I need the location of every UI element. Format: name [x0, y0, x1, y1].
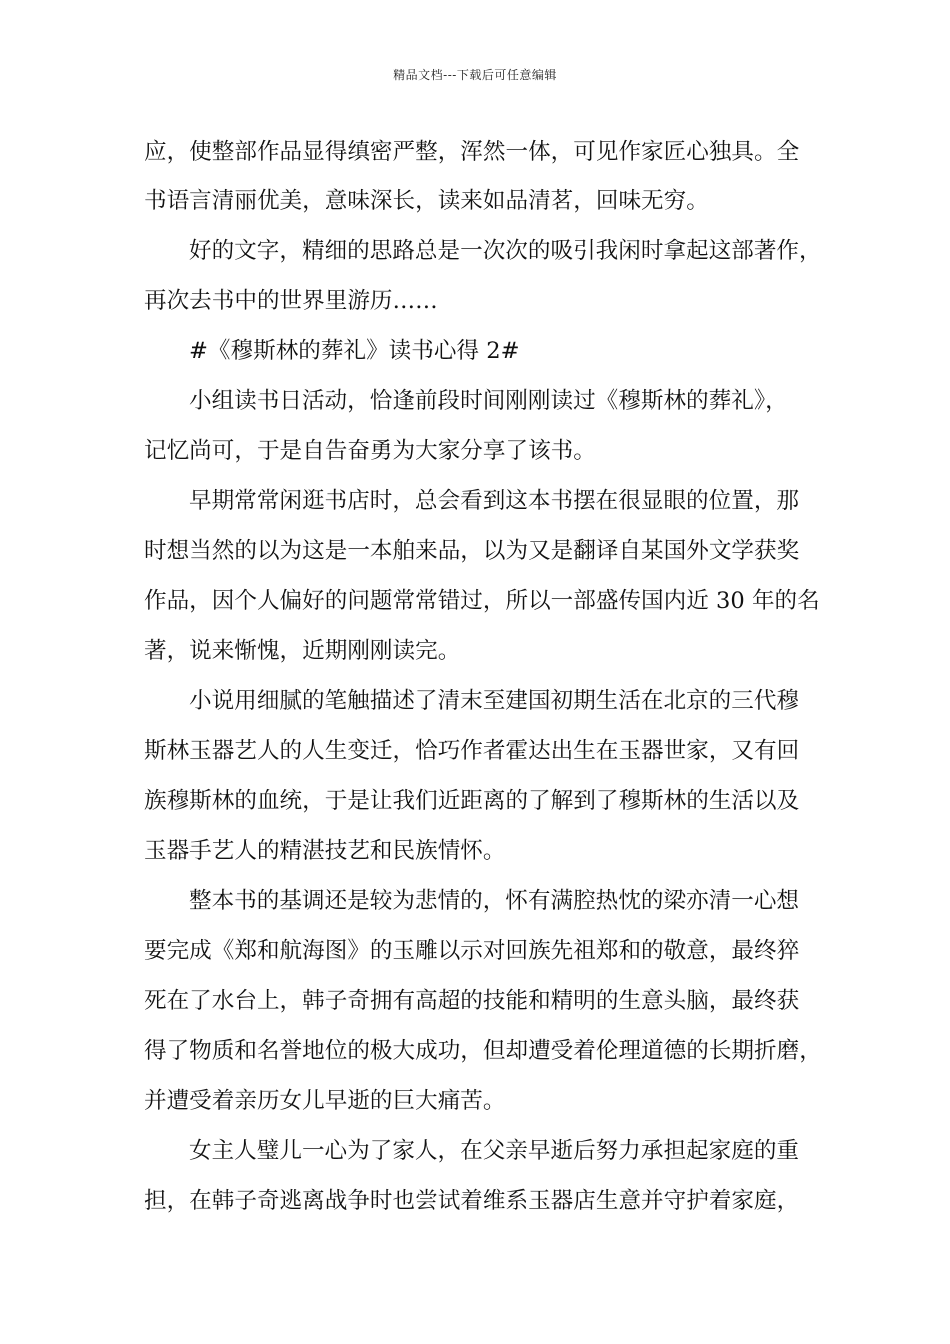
text-line: 死在了水台上，韩子奇拥有高超的技能和精明的生意头脑，最终获 [144, 988, 800, 1014]
section-heading: #《穆斯林的葬礼》读书心得 2# [189, 338, 520, 364]
text-line: 担，在韩子奇逃离战争时也尝试着维系玉器店生意并守护着家庭， [144, 1188, 800, 1214]
text-line: 书语言清丽优美，意味深长，读来如品清茗，回味无穷。 [144, 188, 709, 214]
text-line: 斯林玉器艺人的人生变迁，恰巧作者霍达出生在玉器世家，又有回 [144, 738, 800, 764]
text-line: 作品，因个人偏好的问题常常错过，所以一部盛传国内近 30 年的名 [144, 588, 820, 614]
page-header: 精品文档---下载后可任意编辑 [393, 68, 557, 82]
text-line: 小组读书日活动，恰逢前段时间刚刚读过《穆斯林的葬礼》， [189, 388, 788, 414]
text-line: 要完成《郑和航海图》的玉雕以示对回族先祖郑和的敬意，最终猝 [144, 938, 800, 964]
text-line: 整本书的基调还是较为悲情的，怀有满腔热忱的梁亦清一心想 [189, 888, 800, 914]
text-line: 小说用细腻的笔触描述了清末至建国初期生活在北京的三代穆 [189, 688, 800, 714]
text-line: 著，说来惭愧，近期刚刚读完。 [144, 638, 461, 664]
text-line: 应，使整部作品显得缜密严整，浑然一体，可见作家匠心独具。全 [144, 139, 800, 165]
text-line: 早期常常闲逛书店时，总会看到这本书摆在很显眼的位置，那 [189, 488, 800, 514]
text-line: 记忆尚可，于是自告奋勇为大家分享了该书。 [144, 438, 596, 464]
text-line: 玉器手艺人的精湛技艺和民族情怀。 [144, 838, 506, 864]
text-line: 女主人璧儿一心为了家人，在父亲早逝后努力承担起家庭的重 [189, 1138, 800, 1164]
text-line: 得了物质和名誉地位的极大成功，但却遭受着伦理道德的长期折磨， [144, 1038, 822, 1064]
text-line: 时想当然的以为这是一本舶来品，以为又是翻译自某国外文学获奖 [144, 538, 800, 564]
text-line: 并遭受着亲历女儿早逝的巨大痛苦。 [144, 1088, 506, 1114]
text-line: 再次去书中的世界里游历…… [144, 288, 438, 314]
text-line: 好的文字，精细的思路总是一次次的吸引我闲时拿起这部著作， [189, 238, 822, 264]
text-line: 族穆斯林的血统，于是让我们近距离的了解到了穆斯林的生活以及 [144, 788, 800, 814]
